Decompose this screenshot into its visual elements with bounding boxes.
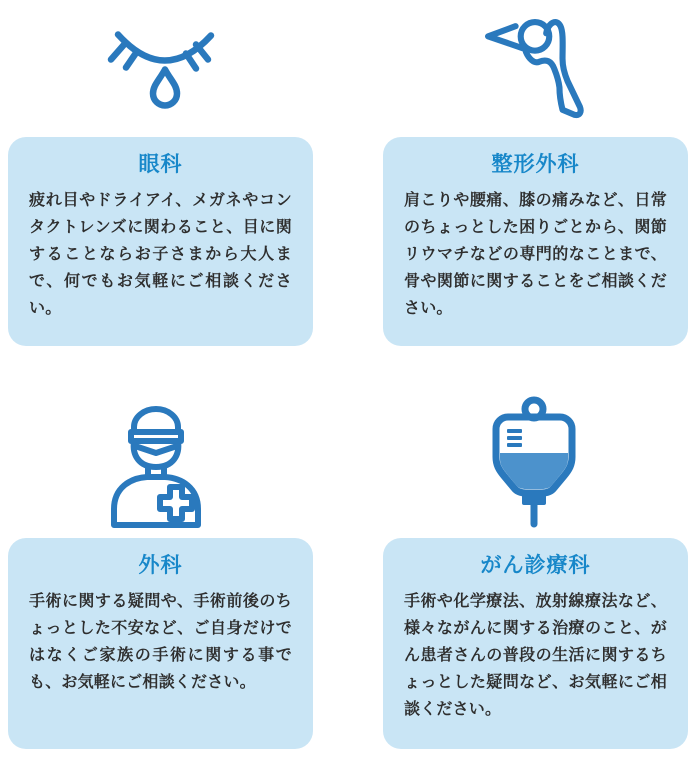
ophthalmology-icon-box — [8, 0, 313, 137]
card-title: 外科 — [138, 554, 183, 577]
card-description: 肩こりや腰痛、膝の痛みなど、日常のちょっとした困りごとから、関節リウマチなどの専門的なことまで、骨や関節に関することをご相談ください。 — [404, 192, 667, 318]
department-card-ophthalmology — [8, 137, 313, 346]
department-card-orthopedics — [383, 137, 688, 346]
card-description: 疲れ目やドライアイ、メガネやコンタクトレンズに関わること、目に関することならお子さまから大人まで、何でもお気軽にご相談ください。 — [29, 192, 292, 318]
department-card-oncology — [383, 538, 688, 749]
card-title: 眼科 — [138, 153, 183, 176]
surgeon-icon — [100, 401, 222, 528]
department-cell-oncology — [383, 346, 688, 749]
card-description: 手術に関する疑問や、手術前後のちょっとした不安など、ご自身だけではなくご家族の手術に関する事でも、お気軽にご相談ください。 — [29, 593, 292, 692]
department-cell-surgery — [8, 346, 313, 749]
orthopedics-icon-box — [383, 0, 688, 137]
surgery-icon-box — [8, 346, 313, 538]
shoulder-joint-icon — [485, 18, 587, 120]
department-card-surgery — [8, 538, 313, 749]
closed-eye-tear-icon — [98, 21, 224, 117]
iv-drip-icon — [488, 396, 584, 528]
department-cell-orthopedics — [383, 0, 688, 346]
oncology-icon-box — [383, 346, 688, 538]
card-title: 整形外科 — [491, 153, 580, 176]
card-title: がん診療科 — [480, 554, 591, 577]
department-cell-ophthalmology — [8, 0, 313, 346]
card-description: 手術や化学療法、放射線療法など、様々ながんに関する治療のこと、がん患者さんの普段の生活に関するちょっとした疑問など、お気軽にご相談ください。 — [404, 593, 667, 719]
